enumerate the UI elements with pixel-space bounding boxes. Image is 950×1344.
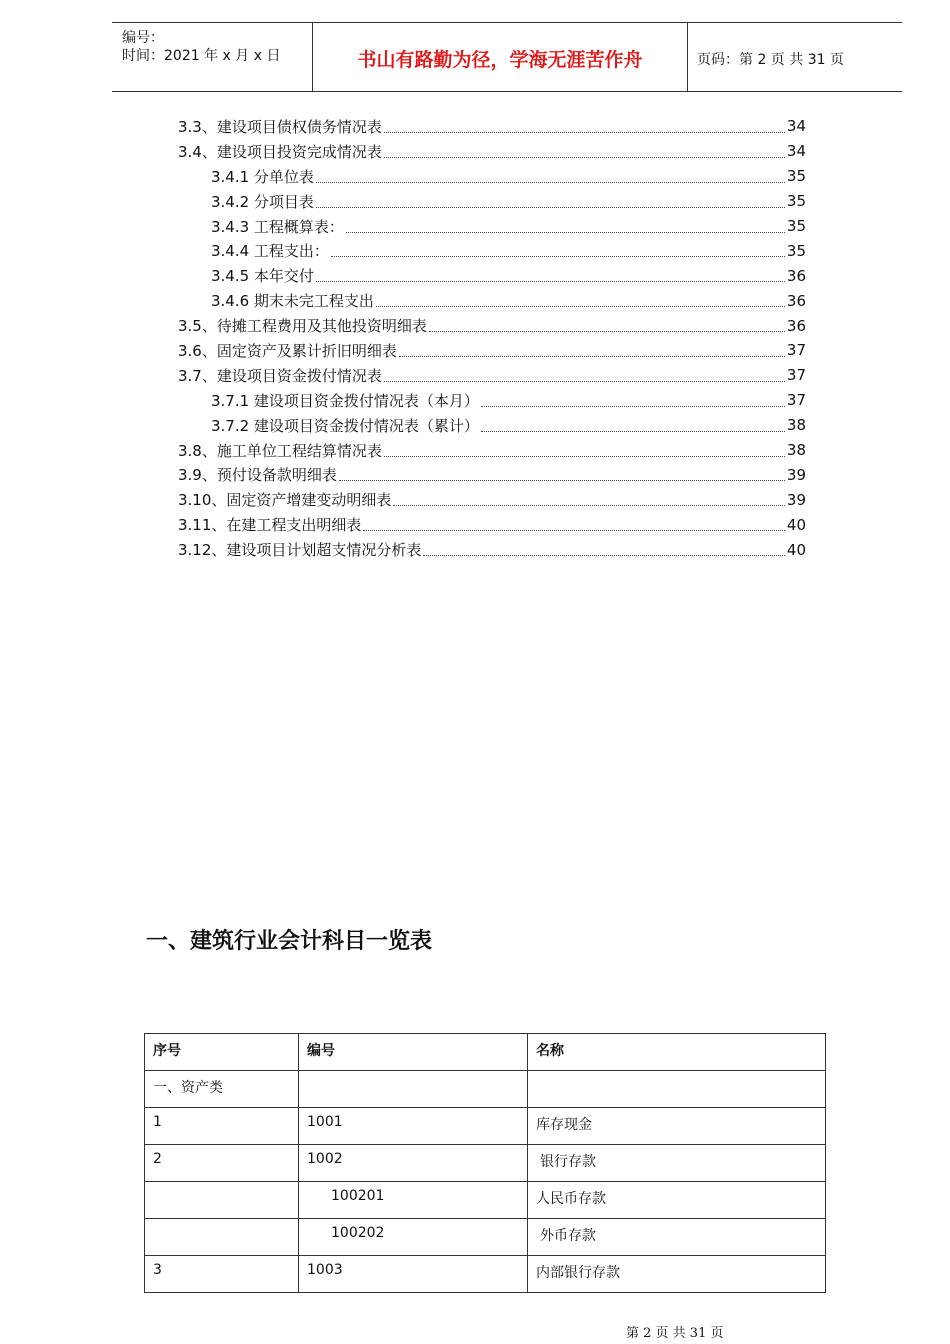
toc-entry[interactable]	[178, 214, 806, 239]
cell-seq: 一、资产类	[145, 1071, 299, 1108]
accounts-table	[144, 1033, 826, 1293]
toc-entry-title: 3.7.2 建设项目资金拨付情况表（累计）	[211, 416, 479, 435]
cell-code: 1001	[299, 1108, 528, 1145]
toc-entry[interactable]	[178, 537, 806, 562]
toc-entry-title: 3.4、建设项目投资完成情况表	[178, 142, 382, 161]
toc-entry[interactable]	[178, 288, 806, 313]
header-motto-cell	[312, 23, 688, 91]
cell-code: 100201	[299, 1182, 528, 1219]
toc-entry[interactable]	[178, 313, 806, 338]
page-info: 页码：第 2 页 共 31 页	[697, 52, 844, 68]
header-code: 编号	[299, 1034, 528, 1071]
toc-entry[interactable]	[178, 164, 806, 189]
table-row	[145, 1108, 826, 1145]
toc-leader-dots	[316, 281, 785, 282]
page-footer: 第 2 页 共 31 页	[626, 1326, 724, 1341]
toc-entry-title: 3.9、预付设备款明细表	[178, 466, 337, 485]
toc-entry[interactable]	[178, 363, 806, 388]
table-row	[145, 1219, 826, 1256]
toc-leader-dots	[363, 530, 785, 531]
toc-leader-dots	[339, 480, 785, 481]
cell-code: 1002	[299, 1145, 528, 1182]
toc-leader-dots	[393, 505, 785, 506]
cell-seq	[145, 1182, 299, 1219]
toc-leader-dots	[316, 207, 785, 208]
toc-leader-dots	[316, 182, 785, 183]
cell-seq	[145, 1219, 299, 1256]
toc-leader-dots	[481, 406, 785, 407]
toc-entry[interactable]	[178, 413, 806, 438]
cell-seq: 3	[145, 1256, 299, 1293]
toc-entry-page: 38	[786, 416, 806, 435]
toc-entry-title: 3.4.1 分单位表	[211, 167, 314, 186]
toc-leader-dots	[376, 306, 785, 307]
cell-code: 1003	[299, 1256, 528, 1293]
toc-entry-page: 35	[786, 217, 806, 235]
toc-entry-title: 3.4.5 本年交付	[211, 267, 314, 286]
toc-entry-page: 34	[786, 117, 806, 136]
toc-leader-dots	[331, 256, 785, 257]
table-row	[145, 1145, 826, 1182]
header-left-cell	[112, 23, 312, 91]
header-name: 名称	[528, 1034, 826, 1071]
cell-seq: 2	[145, 1145, 299, 1182]
toc-leader-dots	[384, 132, 785, 133]
toc-entry-page: 35	[786, 192, 806, 211]
toc-leader-dots	[399, 356, 785, 357]
toc-leader-dots	[384, 381, 785, 382]
toc-entry[interactable]	[178, 438, 806, 463]
toc-leader-dots	[429, 331, 785, 332]
toc-entry-title: 3.4.2 分项目表	[211, 192, 314, 211]
toc-entry[interactable]	[178, 139, 806, 164]
toc-entry-page: 37	[786, 341, 806, 360]
toc-entry[interactable]	[178, 238, 806, 263]
toc-entry-page: 34	[786, 142, 806, 161]
toc-entry-page: 38	[786, 441, 806, 460]
time-label: 时间：2021 年 x 月 x 日	[122, 48, 281, 64]
toc-entry-page: 40	[786, 515, 806, 534]
cell-code: 100202	[299, 1219, 528, 1256]
cell-name: 库存现金	[528, 1108, 826, 1145]
toc-entry[interactable]	[178, 338, 806, 363]
toc-entry-title: 3.4.3 工程概算表：	[211, 217, 344, 236]
toc-entry-title: 3.5、待摊工程费用及其他投资明细表	[178, 317, 427, 336]
toc-leader-dots	[481, 431, 785, 432]
section-title: 一、建筑行业会计科目一览表	[146, 929, 433, 954]
toc-entry-page: 36	[786, 316, 806, 335]
toc-entry-page: 36	[786, 266, 806, 285]
motto: 书山有路勤为径，学海无涯苦作舟	[357, 49, 643, 71]
toc-entry-page: 35	[786, 167, 806, 186]
toc-leader-dots	[384, 456, 785, 457]
toc-entry-title: 3.7、建设项目资金拨付情况表	[178, 366, 382, 385]
toc-leader-dots	[384, 157, 785, 158]
cell-name: 内部银行存款	[528, 1256, 826, 1293]
table-row	[145, 1256, 826, 1293]
toc-entry[interactable]	[178, 512, 806, 537]
toc-entry-title: 3.7.1 建设项目资金拨付情况表（本月）	[211, 391, 479, 410]
number-label: 编号：	[122, 30, 164, 46]
toc-leader-dots	[423, 555, 785, 556]
toc-entry-title: 3.4.6 期末未完工程支出	[211, 292, 374, 311]
table-row	[145, 1071, 826, 1108]
toc-entry-title: 3.11、在建工程支出明细表	[178, 516, 362, 535]
toc-entry[interactable]	[178, 263, 806, 288]
toc-entry-page: 37	[786, 366, 806, 385]
toc-entry-title: 3.12、建设项目计划超支情况分析表	[178, 541, 422, 560]
toc-entry[interactable]	[178, 388, 806, 413]
toc-entry-page: 39	[786, 465, 806, 484]
toc-entry-title: 3.8、施工单位工程结算情况表	[178, 441, 382, 460]
table-row	[145, 1182, 826, 1219]
toc-entry-page: 37	[786, 391, 806, 410]
header-right-cell	[687, 23, 902, 91]
table-header-row	[145, 1034, 826, 1071]
toc-entry-title: 3.4.4 工程支出：	[211, 242, 329, 261]
toc-entry[interactable]	[178, 462, 806, 487]
header-seq: 序号	[145, 1034, 299, 1071]
toc-entry[interactable]	[178, 487, 806, 512]
cell-code	[299, 1071, 528, 1108]
toc-leader-dots	[346, 232, 785, 233]
toc-entry-page: 40	[786, 540, 806, 559]
toc-entry-title: 3.10、固定资产增建变动明细表	[178, 491, 392, 510]
cell-name: 银行存款	[528, 1145, 826, 1182]
toc-entry-page: 35	[786, 241, 806, 260]
toc-entry[interactable]	[178, 114, 806, 139]
cell-name	[528, 1071, 826, 1108]
table-of-contents	[178, 114, 806, 562]
toc-entry[interactable]	[178, 189, 806, 214]
toc-entry-page: 36	[786, 291, 806, 310]
cell-name: 人民币存款	[528, 1182, 826, 1219]
cell-seq: 1	[145, 1108, 299, 1145]
cell-name: 外币存款	[528, 1219, 826, 1256]
toc-entry-title: 3.6、固定资产及累计折旧明细表	[178, 341, 397, 360]
page-header	[112, 22, 902, 92]
toc-entry-page: 39	[786, 490, 806, 509]
toc-entry-title: 3.3、建设项目债权债务情况表	[178, 117, 382, 136]
